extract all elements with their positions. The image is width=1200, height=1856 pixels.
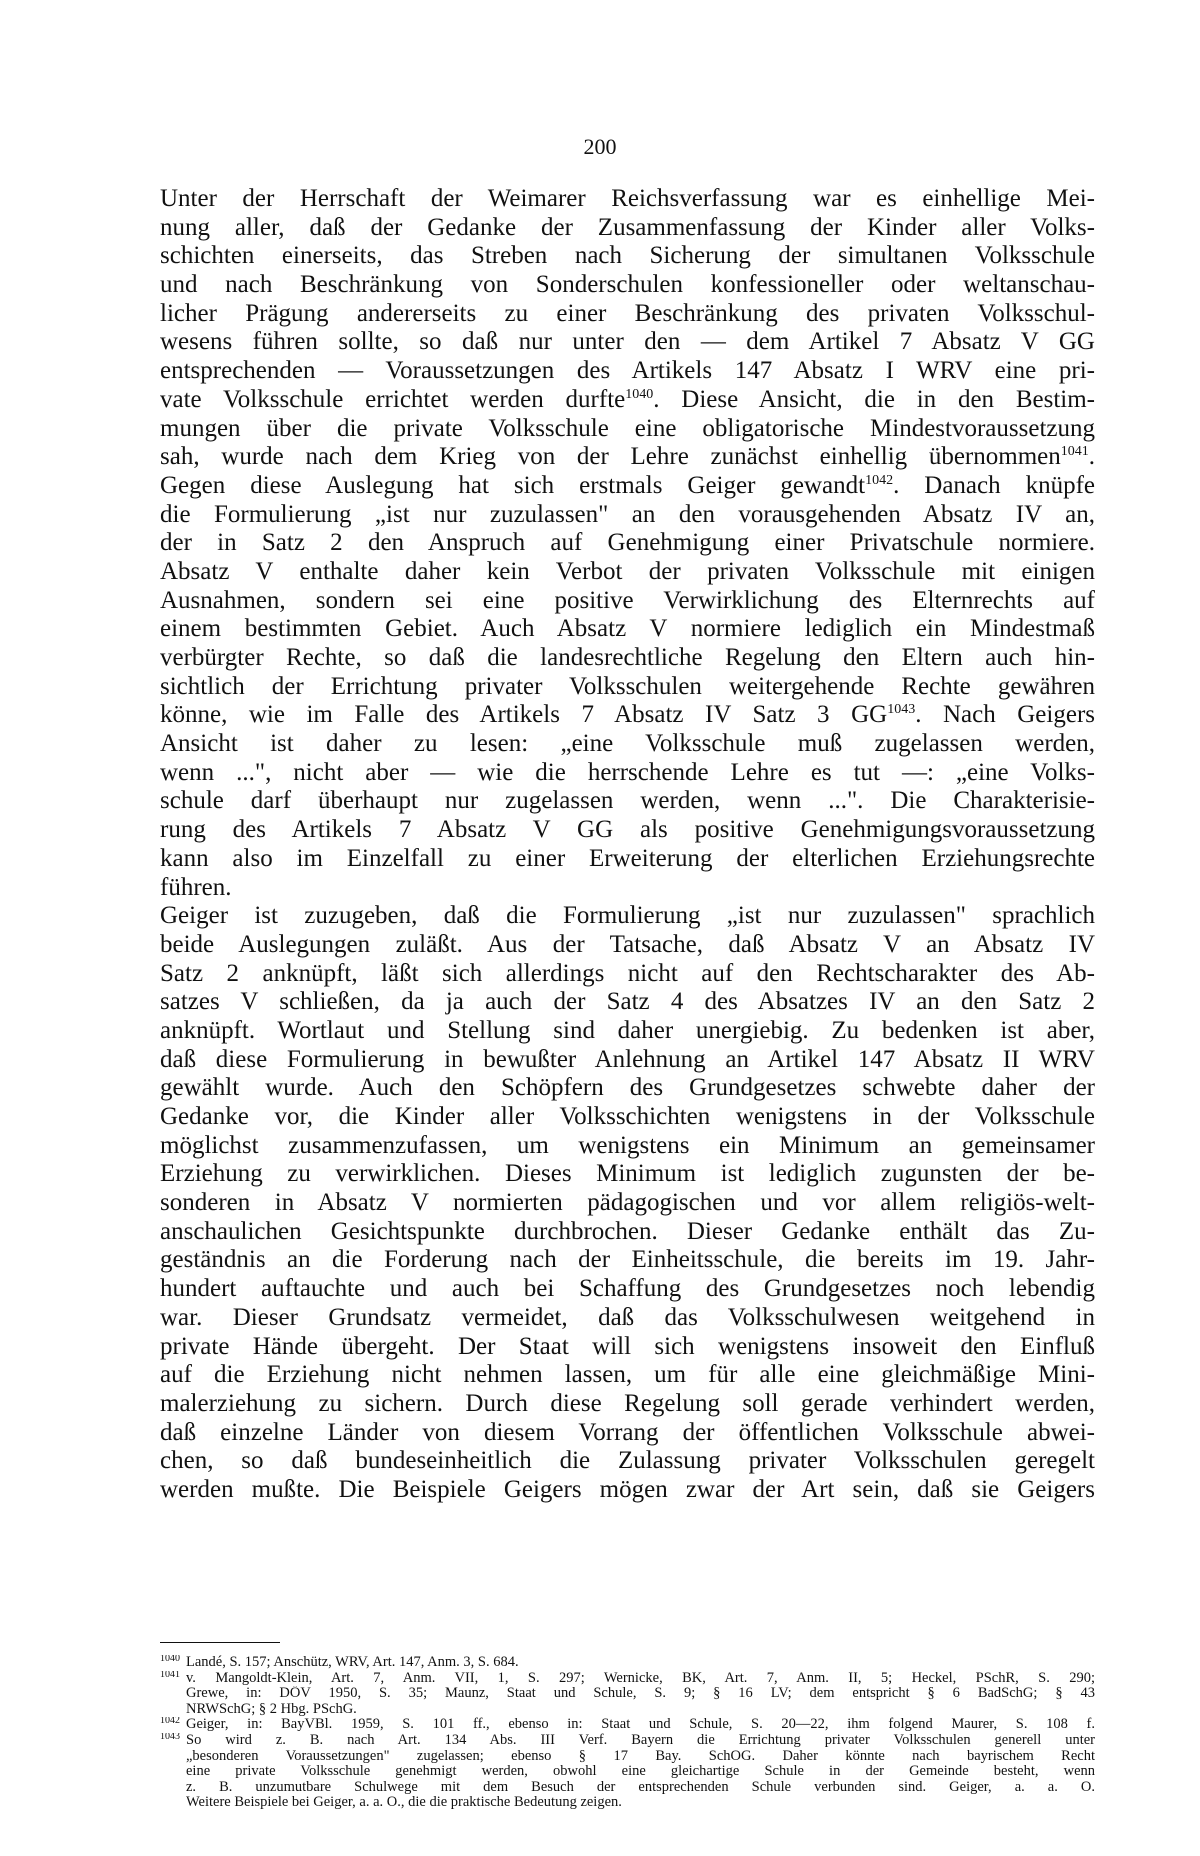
footnote-ref-1042: 1042: [865, 472, 894, 488]
footnote-text: Landé, S. 157; Anschütz, WRV, Art. 147, Anm. 3, S. 684.: [186, 1655, 519, 1670]
text-line: private Hände übergeht. Der Staat will sich wenigstens insoweit den Einfluß: [160, 1332, 1095, 1360]
footnote-line: NRWSchG; § 2 Hbg. PSchG.: [186, 1701, 357, 1717]
page-number: 200: [583, 134, 617, 159]
footnote-text: Geiger, in: BayVBl. 1959, S. 101 ff., ebenso in: Staat und Schule, S. 20—22, ihm folgend Maurer, S. 108 f.: [186, 1717, 1095, 1733]
text-line: [160, 701, 1095, 730]
text-line: daß diese Formulierung in bewußter Anlehnung an Artikel 147 Absatz II WRV: [160, 1045, 1095, 1073]
text-line: schichten einerseits, das Streben nach Sicherung der simultanen Volksschule: [160, 242, 1095, 270]
footnote-1040: 1040 Landé, S. 157; Anschütz, WRV, Art. 147, Anm. 3, S. 684.: [160, 1655, 519, 1670]
text-line: Geiger ist zuzugeben, daß die Formulierung „ist nur zuzulassen" sprachlich: [160, 902, 1095, 930]
paragraph-1: [160, 185, 1095, 902]
text-line: nung aller, daß der Gedanke der Zusammenfassung der Kinder aller Volks-: [160, 213, 1095, 241]
text-line: der in Satz 2 den Anspruch auf Genehmigung einer Privatschule normiere.: [160, 529, 1095, 557]
text-line: auf die Erziehung nicht nehmen lassen, um für alle eine gleichmäßige Mini-: [160, 1361, 1095, 1389]
paragraph-2: [160, 902, 1095, 1504]
footnote-ref-1041: 1041: [1060, 444, 1089, 460]
text-line: gewählt wurde. Auch den Schöpfern des Grundgesetzes schwebte daher der: [160, 1074, 1095, 1102]
text-line: verbürgter Rechte, so daß die landesrechtliche Regelung den Eltern auch hin-: [160, 644, 1095, 671]
text-line: Gedanke vor, die Kinder aller Volksschichten wenigstens in der Volksschule: [160, 1103, 1095, 1130]
text-line: wesens führen sollte, so daß nur unter den — dem Artikel 7 Absatz V GG: [160, 328, 1095, 356]
text-line: Unter der Herrschaft der Weimarer Reichsverfassung war es einhellige Mei-: [160, 185, 1095, 212]
text-line: Satz 2 anknüpft, läßt sich allerdings nicht auf den Rechtscharakter des Ab-: [160, 959, 1095, 987]
text-line: geständnis an die Forderung nach der Einheitsschule, die bereits im 19. Jahr-: [160, 1246, 1095, 1274]
text-line: Absatz V enthalte daher kein Verbot der privaten Volksschule mit einigen: [160, 557, 1095, 585]
text-line: Ansicht ist daher zu lesen: „eine Volksschule muß zugelassen werden,: [160, 730, 1095, 758]
text-line: schule darf überhaupt nur zugelassen werden, wenn ...". Die Charakterisie-: [160, 787, 1095, 815]
text-line: führen.: [160, 873, 232, 901]
text-line: daß einzelne Länder von diesem Vorrang der öffentlichen Volksschule abwei-: [160, 1418, 1095, 1446]
text-line: entsprechenden — Voraussetzungen des Artikels 147 Absatz I WRV eine pri-: [160, 357, 1095, 385]
footnote-text: So wird z. B. nach Art. 134 Abs. III Verf. Bayern die Errichtung privater Volksschulen generell unter: [186, 1732, 1095, 1748]
text-segment: könne, wie im Falle des Artikels 7 Absatz IV Satz 3 GG: [160, 701, 888, 729]
footnote-line: z. B. unzumutbare Schulwege mit dem Besuch der entsprechenden Schule verbunden sind. Geiger, a. a. O.: [186, 1779, 1095, 1795]
footnote-text: v. Mangoldt-Klein, Art. 7, Anm. VII, 1, S. 297; Wernicke, BK, Art. 7, Anm. II, 5; Heckel, PSchR, S. 290;: [186, 1670, 1095, 1686]
text-line: beide Auslegungen zuläßt. Aus der Tatsache, daß Absatz V an Absatz IV: [160, 930, 1095, 958]
text-line: sichtlich der Errichtung privater Volksschulen weitergehende Rechte gewähren: [160, 672, 1095, 700]
text-line: chen, so daß bundeseinheitlich die Zulassung privater Volksschulen geregelt: [160, 1447, 1095, 1475]
text-line: sonderen in Absatz V normierten pädagogischen und vor allem religiös-welt-: [160, 1189, 1095, 1217]
text-segment: . Diese Ansicht, die in den Bestim-: [653, 385, 1095, 413]
footnotes: [160, 1655, 1095, 1811]
text-line: war. Dieser Grundsatz vermeidet, daß das Volksschulwesen weitgehend in: [160, 1303, 1095, 1331]
text-line: wenn ...", nicht aber — wie die herrschende Lehre es tut —: „eine Volks-: [160, 758, 1095, 786]
footnote-ref-1043: 1043: [887, 702, 916, 718]
text-line: [160, 472, 1095, 501]
footnote-line: eine private Volksschule genehmigt werden, obwohl eine gleichartige Schule in der Gemeinde besteht, wenn: [186, 1764, 1095, 1780]
text-segment: sah, wurde nach dem Krieg von der Lehre zunächst einhellig übernommen: [160, 443, 1061, 471]
text-line: hundert auftauchte und auch bei Schaffung des Grundgesetzes noch lebendig: [160, 1275, 1095, 1303]
footnote-line: Weitere Beispiele bei Geiger, a. a. O., die die praktische Bedeutung zeigen.: [186, 1795, 622, 1811]
text-line: rung des Artikels 7 Absatz V GG als positive Genehmigungsvoraussetzung: [160, 816, 1095, 844]
footnote-line: Grewe, in: DÖV 1950, S. 35; Maunz, Staat und Schule, S. 9; § 16 LV; dem entspricht § 6 BadSchG; § 43: [186, 1686, 1095, 1702]
text-line: die Formulierung „ist nur zuzulassen" an den vorausgehenden Absatz IV an,: [160, 500, 1095, 528]
text-line: werden mußte. Die Beispiele Geigers mögen zwar der Art sein, daß sie Geigers: [160, 1475, 1095, 1503]
footnote-1041: 1041 v. Mangoldt-Klein, Art. 7, Anm. VII, 1, S. 297; Wernicke, BK, Art. 7, Anm. II, 5; Heckel, PSchR, S. 290;: [160, 1670, 1095, 1686]
text-line: malerziehung zu sichern. Durch diese Regelung soll gerade verhindert werden,: [160, 1389, 1095, 1417]
footnote-1043: 1043 So wird z. B. nach Art. 134 Abs. III Verf. Bayern die Errichtung privater Volksschulen generell unter: [160, 1732, 1095, 1748]
text-segment: . Nach Geigers: [915, 701, 1095, 729]
text-segment: .: [1088, 443, 1095, 471]
footnote-line: „besonderen Voraussetzungen" zugelassen; ebenso § 17 Bay. SchOG. Daher könnte nach bayrischem Recht: [186, 1748, 1095, 1764]
text-line: Ausnahmen, sondern sei eine positive Verwirklichung des Elternrechts auf: [160, 586, 1095, 614]
footnote-1042: 1042 Geiger, in: BayVBl. 1959, S. 101 ff., ebenso in: Staat und Schule, S. 20—22, ihm folgend Maurer, S. 108 f.: [160, 1717, 1095, 1733]
text-line: mungen über die private Volksschule eine obligatorische Mindestvoraussetzung: [160, 414, 1095, 442]
text-line: einem bestimmten Gebiet. Auch Absatz V normiere lediglich ein Mindestmaß: [160, 615, 1095, 643]
footnote-ref-1040: 1040: [625, 386, 654, 402]
body-text: [160, 185, 1095, 1505]
text-line: anknüpft. Wortlaut und Stellung sind daher unergiebig. Zu bedenken ist aber,: [160, 1016, 1095, 1044]
text-line: kann also im Einzelfall zu einer Erweiterung der elterlichen Erziehungsrechte: [160, 844, 1095, 872]
text-segment: . Danach knüpfe: [893, 471, 1095, 499]
text-line: und nach Beschränkung von Sonderschulen konfessioneller oder weltanschau-: [160, 271, 1095, 299]
text-segment: vate Volksschule errichtet werden durfte: [160, 385, 626, 413]
text-line: licher Prägung andererseits zu einer Beschränkung des privaten Volksschul-: [160, 299, 1095, 327]
text-line: [160, 443, 1095, 472]
text-segment: Gegen diese Auslegung hat sich erstmals Geiger gewandt: [160, 471, 866, 499]
footnote-divider: [160, 1642, 280, 1643]
text-line: möglichst zusammenzufassen, um wenigstens ein Minimum an gemeinsamer: [160, 1131, 1095, 1159]
text-line: satzes V schließen, da ja auch der Satz 4 des Absatzes IV an den Satz 2: [160, 988, 1095, 1016]
text-line: [160, 386, 1095, 415]
text-line: anschaulichen Gesichtspunkte durchbrochen. Dieser Gedanke enthält das Zu-: [160, 1217, 1095, 1245]
text-line: Erziehung zu verwirklichen. Dieses Minimum ist lediglich zugunsten der be-: [160, 1160, 1095, 1188]
